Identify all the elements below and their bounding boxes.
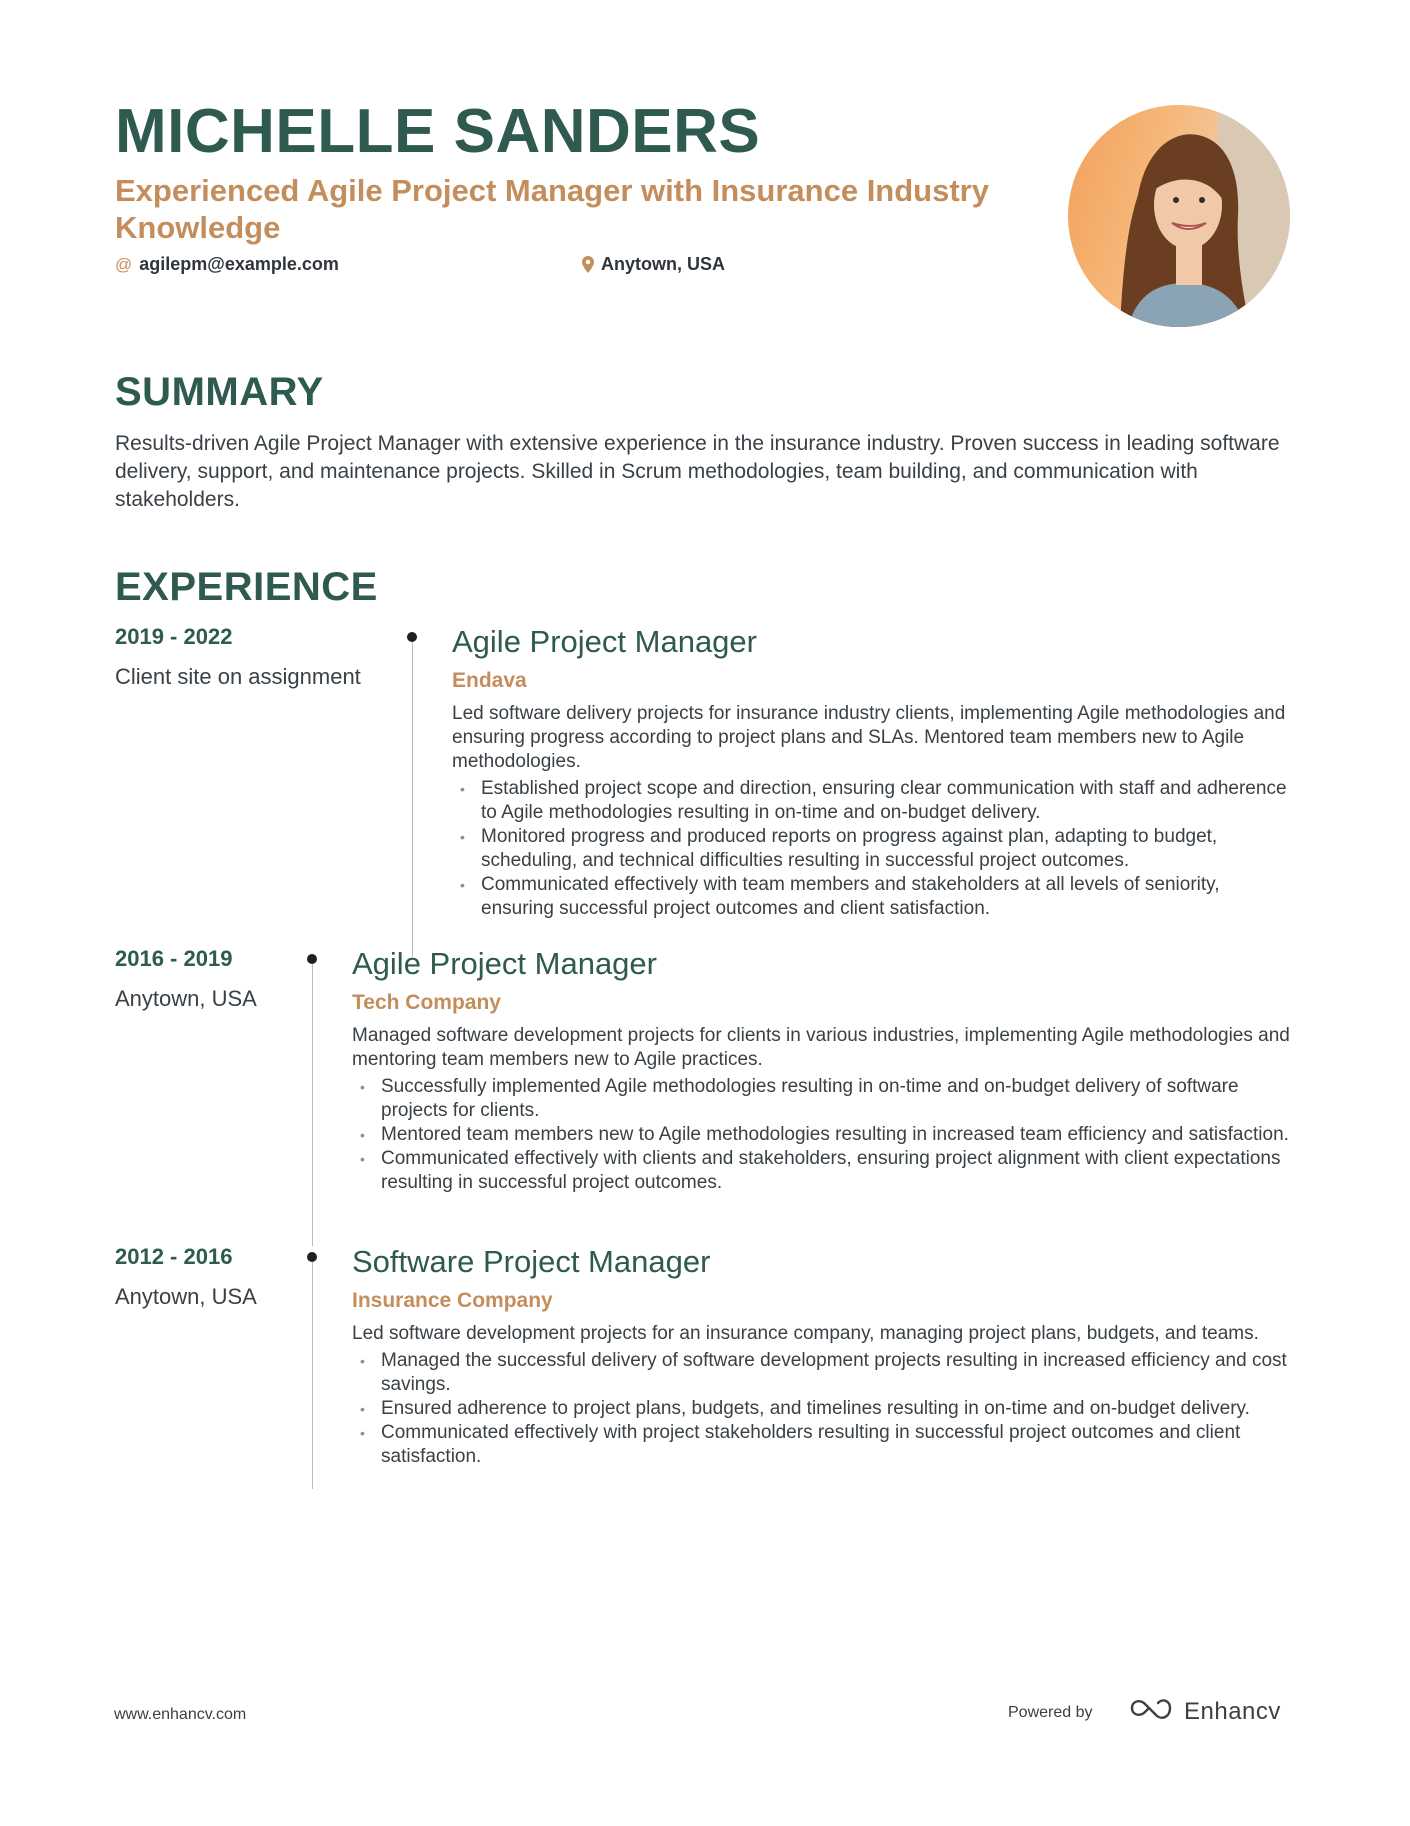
bullet-icon: • <box>360 1127 365 1143</box>
timeline-line <box>412 637 413 957</box>
entry-body <box>352 1244 1295 1469</box>
list-item <box>352 1397 1295 1421</box>
entry-company: Endava <box>452 669 527 692</box>
enhancv-logo[interactable] <box>1128 1696 1281 1727</box>
location-text: Anytown, USA <box>601 254 725 274</box>
list-item <box>352 1147 1295 1195</box>
entry-place: Anytown, USA <box>115 1284 257 1309</box>
bullet-text: Established project scope and direction, ensuring clear communication with staff and adherence to Agile methodologies resulting in on-time and on-budget delivery. <box>481 778 1287 823</box>
list-item <box>452 825 1295 873</box>
timeline-dot <box>407 632 417 642</box>
list-item <box>352 1123 1295 1147</box>
powered-by-label: Powered by <box>1008 1704 1093 1721</box>
entry-description: Led software delivery projects for insurance industry clients, implementing Agile methodologies and ensuring progress according to project plans and SLAs. Mentored team members new to Agile methodologies. <box>452 703 1286 772</box>
bullet-icon: • <box>360 1353 365 1369</box>
bullet-text: Communicated effectively with team members and stakeholders at all levels of seniority, ensuring successful project outcomes and client satisfaction. <box>481 874 1220 919</box>
contact-email[interactable] <box>115 254 339 275</box>
bullet-text: Communicated effectively with clients and stakeholders, ensuring project alignment with client expectations resulting in successful project outcomes. <box>381 1148 1281 1193</box>
at-icon: @ <box>115 254 133 274</box>
footer-url[interactable]: www.enhancv.com <box>114 1706 247 1723</box>
bullet-icon: • <box>360 1079 365 1095</box>
entry-bullets <box>452 777 1295 921</box>
entry-dates: 2012 - 2016 <box>115 1244 233 1269</box>
entry-place: Client site on assignment <box>115 664 361 689</box>
experience-heading: EXPERIENCE <box>115 565 378 609</box>
entry-company: Insurance Company <box>352 1289 553 1312</box>
list-item <box>452 777 1295 825</box>
list-item <box>352 1349 1295 1397</box>
bullet-text: Successfully implemented Agile methodologies resulting in on-time and on-budget delivery of software projects for clients. <box>381 1076 1239 1121</box>
profile-photo <box>1068 105 1290 327</box>
bullet-text: Ensured adherence to project plans, budgets, and timelines resulting in on-time and on-budget delivery. <box>381 1398 1250 1419</box>
brand-name: Enhancv <box>1184 1697 1281 1725</box>
list-item <box>352 1075 1295 1123</box>
entry-role: Agile Project Manager <box>352 946 657 981</box>
candidate-name: MICHELLE SANDERS <box>115 97 761 166</box>
email-text: agilepm@example.com <box>139 254 339 274</box>
bullet-text: Mentored team members new to Agile methodologies resulting in increased team efficiency and satisfaction. <box>381 1124 1289 1145</box>
timeline-dot <box>307 1252 317 1262</box>
list-item <box>452 873 1295 921</box>
entry-description: Led software development projects for an insurance company, managing project plans, budgets, and teams. <box>352 1323 1259 1344</box>
summary-heading: SUMMARY <box>115 370 324 414</box>
map-pin-icon <box>582 256 594 273</box>
entry-place: Anytown, USA <box>115 986 257 1011</box>
bullet-icon: • <box>460 877 465 893</box>
entry-bullets <box>352 1349 1295 1469</box>
bullet-icon: • <box>360 1151 365 1167</box>
entry-dates: 2019 - 2022 <box>115 624 233 649</box>
bullet-icon: • <box>360 1425 365 1441</box>
list-item <box>352 1421 1295 1469</box>
infinity-logo-icon <box>1128 1696 1174 1727</box>
entry-role: Agile Project Manager <box>452 624 757 659</box>
candidate-headline: Experienced Agile Project Manager with Insurance Industry Knowledge <box>115 173 989 245</box>
entry-body <box>352 946 1295 1195</box>
bullet-text: Monitored progress and produced reports on progress against plan, adapting to budget, scheduling, and technical difficulties resulting in successful project outcomes. <box>481 826 1218 871</box>
entry-company: Tech Company <box>352 991 501 1014</box>
entry-description: Managed software development projects for clients in various industries, implementing Agile methodologies and mentoring team members new to Agile practices. <box>352 1025 1290 1070</box>
summary-text: Results-driven Agile Project Manager with extensive experience in the insurance industry. Proven success in leading software delivery, support, and maintenance projects. Skilled in Scrum methodologies, team building, and communication with stakeholders. <box>115 432 1280 511</box>
timeline-dot <box>307 954 317 964</box>
entry-role: Software Project Manager <box>352 1244 711 1279</box>
timeline-line <box>312 1257 313 1489</box>
contact-location <box>582 254 725 275</box>
bullet-text: Communicated effectively with project stakeholders resulting in successful project outcomes and client satisfaction. <box>381 1422 1241 1467</box>
entry-body <box>452 624 1295 921</box>
bullet-icon: • <box>360 1401 365 1417</box>
entry-dates: 2016 - 2019 <box>115 946 233 971</box>
timeline-line <box>312 959 313 1246</box>
bullet-text: Managed the successful delivery of software development projects resulting in increased efficiency and cost savings. <box>381 1350 1287 1395</box>
entry-bullets <box>352 1075 1295 1195</box>
bullet-icon: • <box>460 829 465 845</box>
bullet-icon: • <box>460 781 465 797</box>
